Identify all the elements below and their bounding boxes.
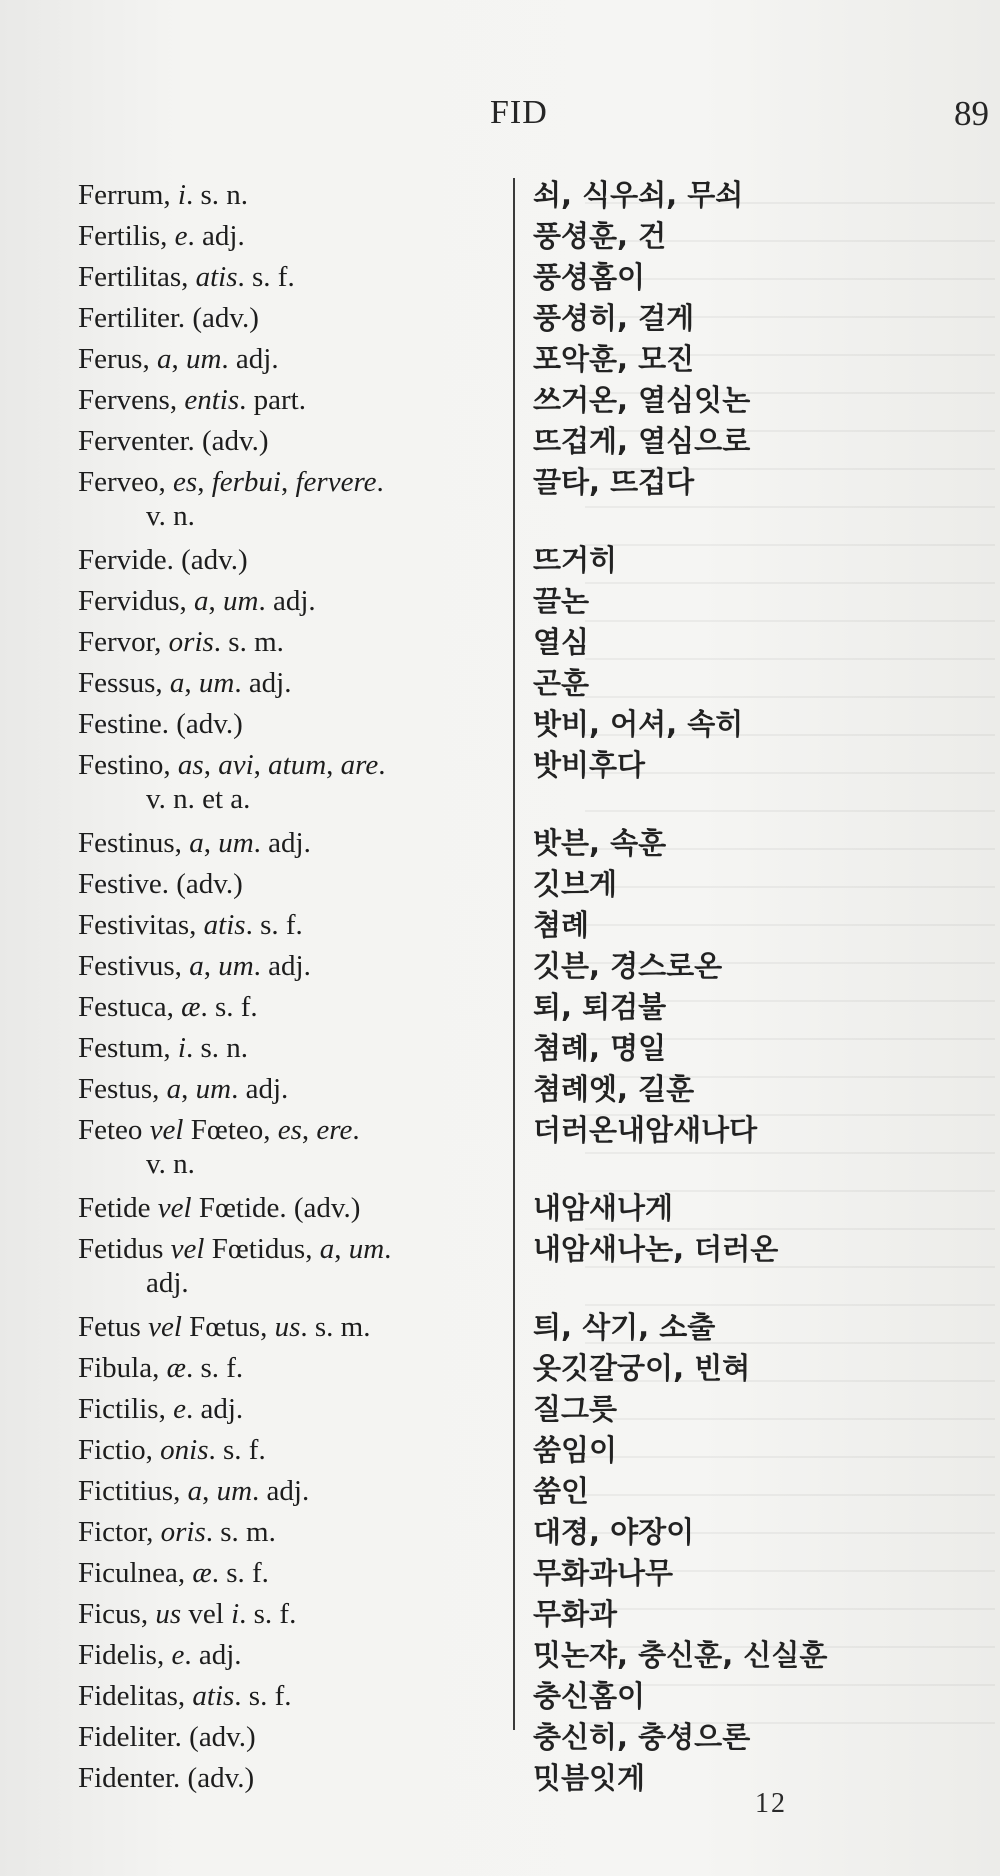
- korean-gloss: 무화과: [533, 1597, 618, 1631]
- latin-headword: Festum, i. s. n.: [78, 1032, 249, 1064]
- latin-headword: Festivitas, atis. s. f.: [78, 909, 303, 941]
- korean-gloss: 무화과나무: [533, 1556, 674, 1590]
- latin-headword: Fictio, onis. s. f.: [78, 1434, 266, 1466]
- latin-headword: Fictor, oris. s. m.: [78, 1516, 276, 1548]
- latin-headword: Fervide. (adv.): [78, 544, 248, 576]
- korean-gloss: 쓰거온, 열심잇논: [533, 383, 751, 417]
- latin-headword: Fetus vel Fœtus, us. s. m.: [78, 1311, 371, 1343]
- korean-gloss: 포악훈, 모진: [533, 342, 695, 376]
- korean-gloss: 밧비, 어셔, 속히: [533, 707, 744, 741]
- latin-headword: Festivus, a, um. adj.: [78, 950, 311, 982]
- latin-headword: Fictitius, a, um. adj.: [78, 1475, 310, 1507]
- latin-headword: Feteo vel Fœteo, es, ere. v. n.: [78, 1113, 508, 1181]
- latin-headword: Ficus, us vel i. s. f.: [78, 1598, 297, 1630]
- korean-gloss: 충신히, 충셩으론: [533, 1720, 751, 1754]
- latin-headword: Festus, a, um. adj.: [78, 1073, 289, 1105]
- korean-gloss: 깃브게: [533, 867, 618, 901]
- latin-headword: Fervidus, a, um. adj.: [78, 585, 316, 617]
- korean-gloss: 쳠례엣, 길훈: [533, 1072, 695, 1106]
- latin-headword-continuation: v. n. et a.: [146, 783, 251, 815]
- latin-headword-continuation: v. n.: [146, 500, 195, 532]
- latin-headword: Festino, as, avi, atum, are. v. n. et a.: [78, 748, 508, 816]
- korean-gloss: 쇠, 식우쇠, 무쇠: [533, 178, 744, 212]
- latin-headword: Ferus, a, um. adj.: [78, 343, 279, 375]
- korean-gloss: 풍셩훈, 건: [533, 219, 667, 253]
- latin-headword: Fidelitas, atis. s. f.: [78, 1680, 292, 1712]
- latin-headword: Festine. (adv.): [78, 708, 243, 740]
- korean-gloss: 밋논쟈, 충신훈, 신실훈: [533, 1638, 828, 1672]
- korean-gloss: 충신홈이: [533, 1679, 646, 1713]
- korean-gloss: 풍셩홈이: [533, 260, 646, 294]
- latin-headword-continuation: v. n.: [146, 1148, 195, 1180]
- korean-gloss: 쳠례, 명일: [533, 1031, 667, 1065]
- latin-headword: Fervor, oris. s. m.: [78, 626, 284, 658]
- latin-headword: Fidenter. (adv.): [78, 1762, 255, 1794]
- korean-gloss: 곤훈: [533, 666, 590, 700]
- signature-mark: 12: [755, 1788, 787, 1819]
- korean-gloss: 퇴, 퇴검불: [533, 990, 667, 1024]
- column-divider: [513, 178, 515, 1730]
- korean-gloss: 밧비후다: [533, 748, 646, 782]
- latin-headword: Fessus, a, um. adj.: [78, 667, 292, 699]
- running-header: FID: [490, 94, 548, 131]
- latin-headword: Fertilitas, atis. s. f.: [78, 261, 295, 293]
- korean-gloss: 쑴임이: [533, 1433, 618, 1467]
- latin-headword: Fictilis, e. adj.: [78, 1393, 244, 1425]
- korean-gloss: 내암새나논, 더러온: [533, 1232, 779, 1266]
- korean-gloss: 깃븐, 경스로온: [533, 949, 723, 983]
- korean-gloss: 대졍, 야장이: [533, 1515, 695, 1549]
- latin-headword: Ferventer. (adv.): [78, 425, 269, 457]
- korean-gloss: 밧븐, 속훈: [533, 826, 667, 860]
- korean-gloss: 뜨겁게, 열심으로: [533, 424, 751, 458]
- korean-gloss: 질그릇: [533, 1392, 618, 1426]
- latin-headword: Fetide vel Fœtide. (adv.): [78, 1192, 361, 1224]
- latin-headword: Festuca, æ. s. f.: [78, 991, 258, 1023]
- latin-headword: Ferveo, es, ferbui, fervere. v. n.: [78, 465, 508, 533]
- korean-gloss: 열심: [533, 625, 590, 659]
- latin-headword: Fervens, entis. part.: [78, 384, 306, 416]
- korean-gloss: 틔, 삭기, 소출: [533, 1310, 716, 1344]
- latin-headword: Ficulnea, æ. s. f.: [78, 1557, 269, 1589]
- korean-gloss: 더러온내암새나다: [533, 1113, 758, 1147]
- latin-headword: Ferrum, i. s. n.: [78, 179, 248, 211]
- latin-headword: Fideliter. (adv.): [78, 1721, 256, 1753]
- korean-gloss: 풍셩히, 걸게: [533, 301, 695, 335]
- korean-gloss: 쑴인: [533, 1474, 590, 1508]
- latin-headword-continuation: adj.: [146, 1267, 189, 1299]
- korean-gloss: 내암새나게: [533, 1191, 674, 1225]
- latin-headword: Festive. (adv.): [78, 868, 243, 900]
- latin-headword: Festinus, a, um. adj.: [78, 827, 311, 859]
- korean-gloss: 끌타, 뜨겁다: [533, 465, 695, 499]
- latin-headword: Fertilis, e. adj.: [78, 220, 245, 252]
- latin-headword: Fibula, æ. s. f.: [78, 1352, 244, 1384]
- latin-headword: Fetidus vel Fœtidus, a, um. adj.: [78, 1232, 508, 1300]
- korean-gloss: 뜨거히: [533, 543, 618, 577]
- korean-gloss: 쳠례: [533, 908, 590, 942]
- korean-gloss: 밋븜잇게: [533, 1761, 646, 1795]
- latin-headword: Fertiliter. (adv.): [78, 302, 259, 334]
- page-number: 89: [954, 94, 989, 133]
- korean-gloss: 끌논: [533, 584, 590, 618]
- latin-headword: Fidelis, e. adj.: [78, 1639, 242, 1671]
- korean-gloss: 옷깃갈궁이, 빈혀: [533, 1351, 751, 1385]
